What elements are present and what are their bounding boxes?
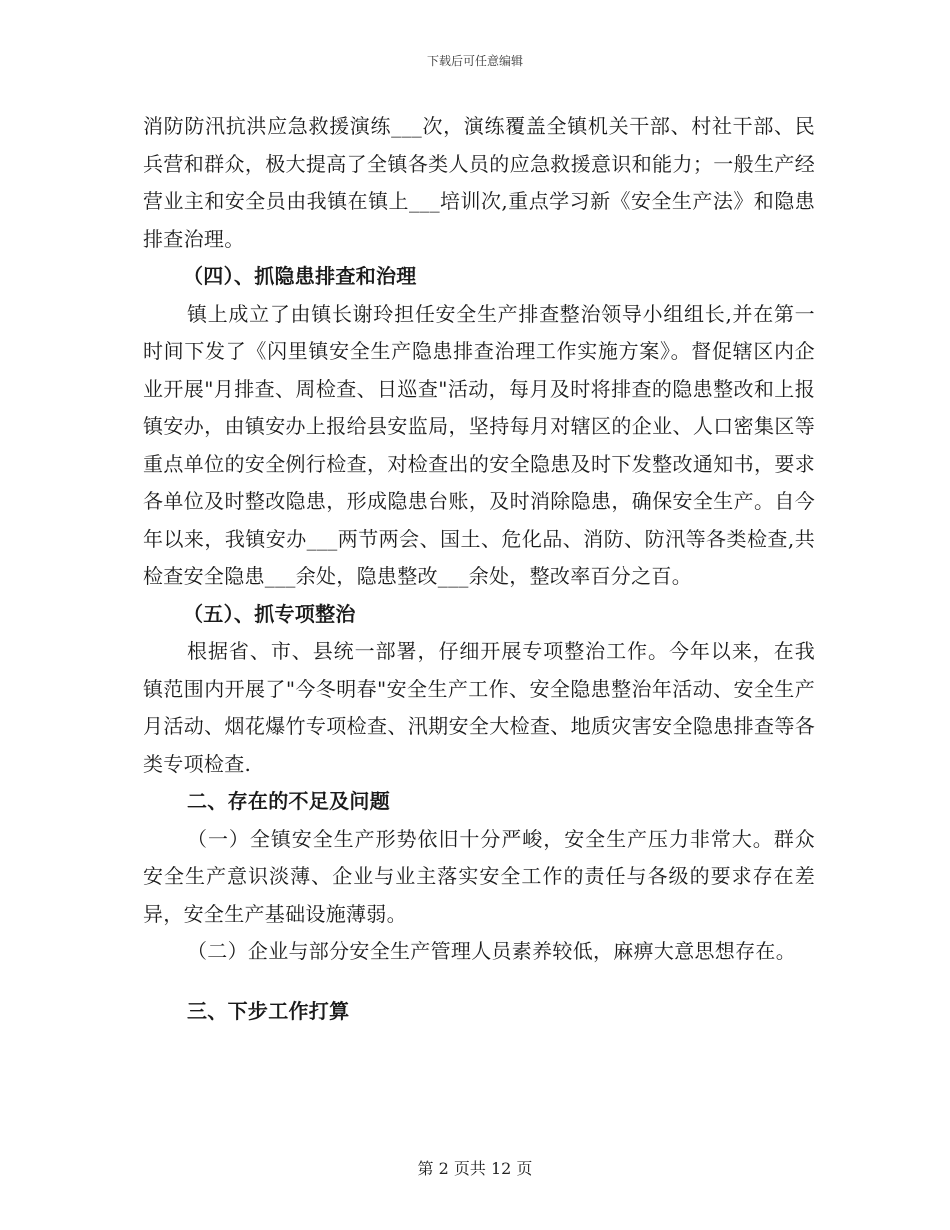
paragraph-intro: 消防防汛抗洪应急救援演练___次，演练覆盖全镇机关干部、村社干部、民兵营和群众，极大提高了全镇各类人员的应急救援意识和能力；一般生产经营业主和安全员由我镇在镇上___培训次,重点学习新《安全生产法》和隐患排查治理。	[143, 114, 815, 251]
paragraph-problem-2: （二）企业与部分安全生产管理人员素养较低，麻痹大意思想存在。	[187, 939, 796, 963]
heading-section-5: （五）、抓专项整治	[183, 601, 356, 626]
page-footer: 第 2 页共 12 页	[417, 1159, 533, 1178]
paragraph-section-4: 镇上成立了由镇长谢玲担任安全生产排查整治领导小组组长,并在第一时间下发了《闪里镇安全生产隐患排查治理工作实施方案》。督促辖区内企业开展"月排查、周检查、日巡查"活动，每月及时将排查的隐患整改和上报镇安办，由镇安办上报给县安监局，坚持每月对辖区的企业、人口密集区等重点单位的安全例行检查，对检查出的安全隐患及时下发整改通知书，要求各单位及时整改隐患，形成隐患台账，及时消除隐患，确保安全生产。自今年以来，我镇安办___两节两会、国土、危化品、消防、防汛等各类检查,共检查安全隐患___余处，隐患整改___余处，整改率百分之百。	[143, 301, 815, 588]
heading-next-steps: 三、下步工作打算	[187, 998, 350, 1023]
paragraph-section-5: 根据省、市、县统一部署，仔细开展专项整治工作。今年以来，在我镇范围内开展了"今冬明春"安全生产工作、安全隐患整治年活动、安全生产月活动、烟花爆竹专项检查、汛期安全大检查、地质灾害安全隐患排查等各类专项检查.	[143, 639, 815, 776]
heading-section-4: （四）、抓隐患排查和治理	[183, 264, 417, 288]
page-header: 下载后可任意编辑	[426, 54, 523, 68]
document-body	[143, 108, 815, 1030]
paragraph-problem-1: （一）全镇安全生产形势依旧十分严峻，安全生产压力非常大。群众安全生产意识淡薄、企业与业主落实安全工作的责任与各级的要求存在差异，安全生产基础设施薄弱。	[143, 826, 815, 926]
heading-problems: 二、存在的不足及问题	[187, 789, 390, 813]
